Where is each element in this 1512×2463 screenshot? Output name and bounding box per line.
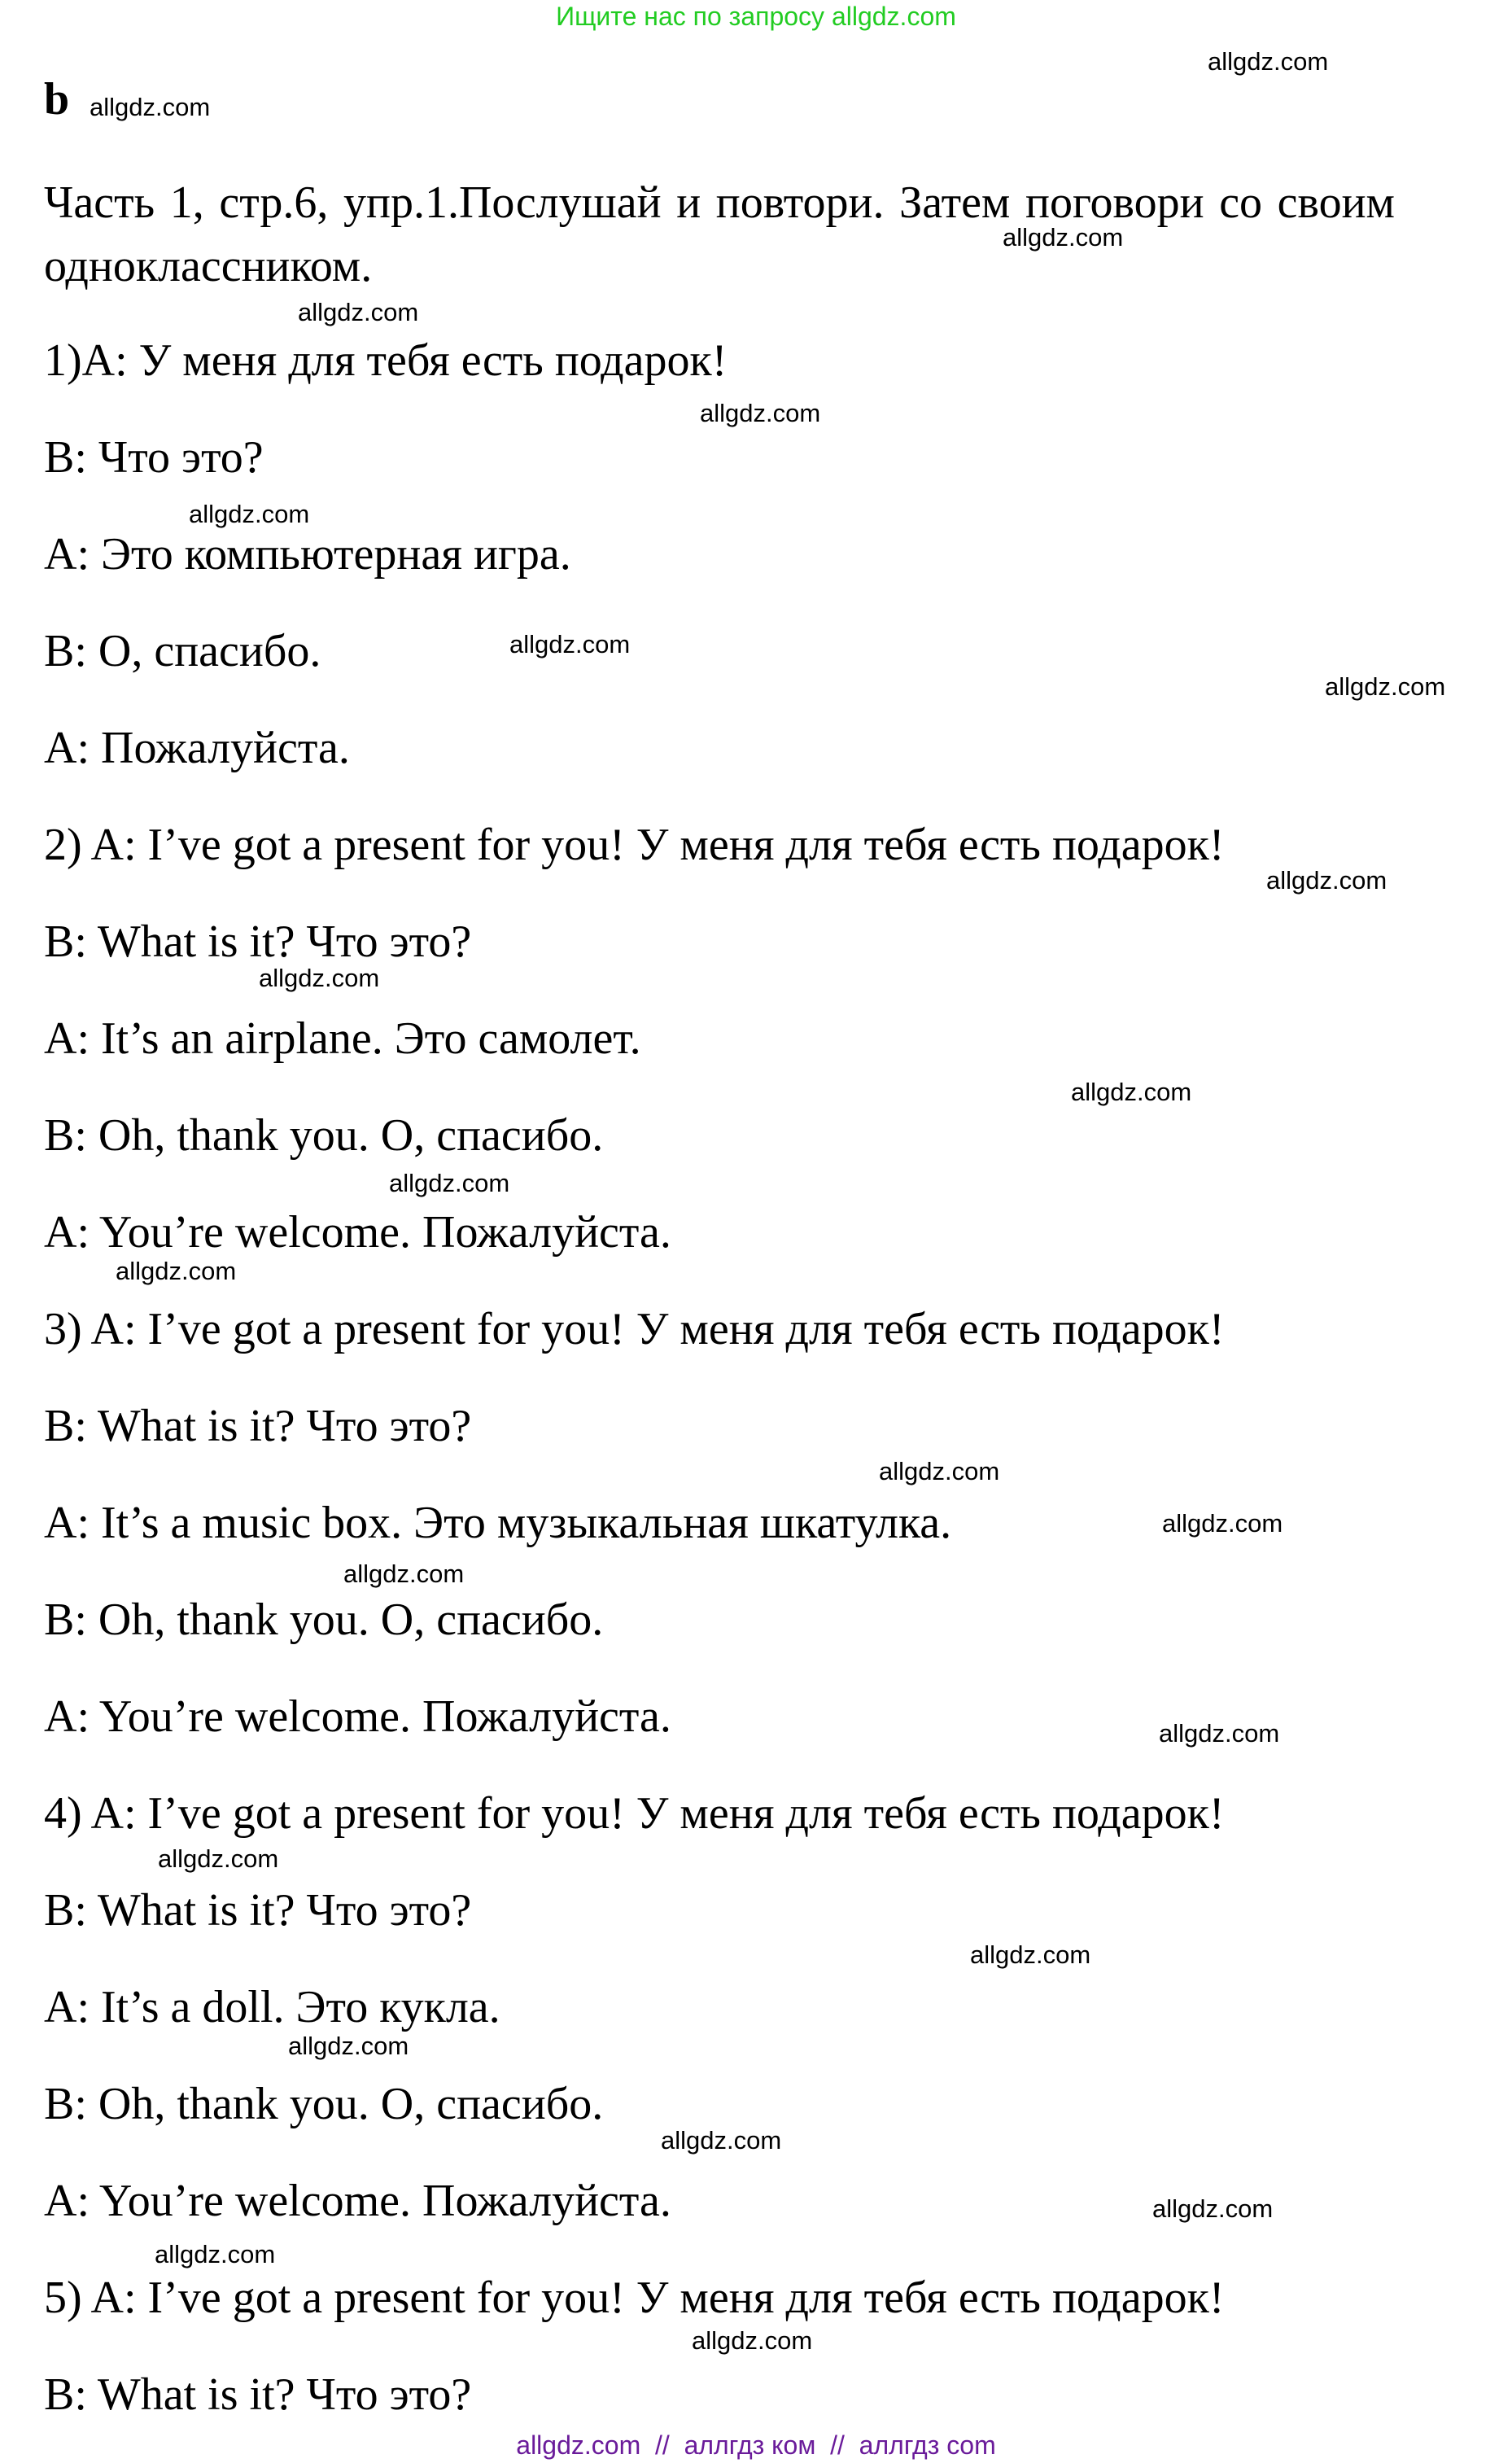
watermark: allgdz.com xyxy=(158,1844,279,1873)
watermark: allgdz.com xyxy=(90,93,211,121)
watermark: allgdz.com xyxy=(1003,223,1124,252)
dialogue-line: A: It’s a doll. Это кукла. xyxy=(44,1982,500,2032)
watermark: allgdz.com xyxy=(1162,1509,1283,1538)
dialogue-line: 1)A: У меня для тебя есть подарок! xyxy=(44,335,728,386)
watermark: allgdz.com xyxy=(1208,47,1329,76)
watermark: allgdz.com xyxy=(259,964,380,992)
dialogue-line: A: You’re welcome. Пожалуйста. xyxy=(44,1207,671,1258)
top-banner[interactable]: Ищите нас по запросу allgdz.com xyxy=(556,2,956,31)
section-letter: b xyxy=(44,74,70,125)
watermark: allgdz.com xyxy=(661,2126,782,2155)
watermark: allgdz.com xyxy=(116,1257,237,1285)
watermark: allgdz.com xyxy=(155,2240,276,2268)
watermark: allgdz.com xyxy=(189,500,310,528)
footer-link-allgdz[interactable]: allgdz.com xyxy=(516,2430,641,2460)
dialogue-line: B: Oh, thank you. О, спасибо. xyxy=(44,2079,604,2129)
dialogue-line: A: It’s a music box. Это музыкальная шкатулка. xyxy=(44,1498,952,1548)
exercise-title: Часть 1, стр.6, упр.1.Послушай и повтори. Затем поговори со своим одноклассником. xyxy=(44,177,1395,291)
watermark: allgdz.com xyxy=(1152,2194,1274,2223)
footer-links xyxy=(0,2429,1512,2461)
watermark: allgdz.com xyxy=(288,2032,409,2060)
dialogue-line: B: Oh, thank you. О, спасибо. xyxy=(44,1595,604,1645)
dialogue-line: 4) A: I’ve got a present for you! У меня для тебя есть подарок! xyxy=(44,1788,1225,1839)
dialogue-line: 5) A: I’ve got a present for you! У меня для тебя есть подарок! xyxy=(44,2273,1225,2323)
watermark: allgdz.com xyxy=(343,1560,465,1588)
dialogue-line: 3) A: I’ve got a present for you! У меня для тебя есть подарок! xyxy=(44,1304,1225,1354)
watermark: allgdz.com xyxy=(692,2326,813,2355)
watermark: allgdz.com xyxy=(1266,866,1387,895)
dialogue-line: 2) A: I’ve got a present for you! У меня для тебя есть подарок! xyxy=(44,820,1225,870)
dialogue-line: A: Пожалуйста. xyxy=(44,723,350,773)
footer-separator: // xyxy=(655,2430,670,2460)
dialogue-line: B: What is it? Что это? xyxy=(44,1885,472,1936)
dialogue-line: A: You’re welcome. Пожалуйста. xyxy=(44,2176,671,2226)
watermark: allgdz.com xyxy=(1071,1078,1192,1106)
footer-separator: // xyxy=(830,2430,845,2460)
footer-link-allgdz-ru[interactable]: аллгдз ком xyxy=(684,2430,816,2460)
watermark: allgdz.com xyxy=(970,1940,1091,1969)
watermark: allgdz.com xyxy=(389,1169,510,1197)
dialogue-line: A: Это компьютерная игра. xyxy=(44,529,571,580)
watermark: allgdz.com xyxy=(879,1457,1000,1485)
watermark: allgdz.com xyxy=(509,630,631,658)
dialogue-line: A: You’re welcome. Пожалуйста. xyxy=(44,1691,671,1742)
dialogue-line: B: What is it? Что это? xyxy=(44,2369,472,2420)
watermark: allgdz.com xyxy=(700,399,821,427)
watermark: allgdz.com xyxy=(298,298,419,326)
dialogue-line: B: What is it? Что это? xyxy=(44,917,472,967)
footer-link-allgdz-com[interactable]: аллгдз com xyxy=(859,2430,996,2460)
dialogue-line: B: What is it? Что это? xyxy=(44,1401,472,1451)
dialogue-line: B: О, спасибо. xyxy=(44,626,321,676)
watermark: allgdz.com xyxy=(1159,1719,1280,1748)
dialogue-line: B: Что это? xyxy=(44,432,264,483)
dialogue-line: B: Oh, thank you. О, спасибо. xyxy=(44,1110,604,1161)
dialogue-line: A: It’s an airplane. Это самолет. xyxy=(44,1013,641,1064)
watermark: allgdz.com xyxy=(1325,672,1446,701)
